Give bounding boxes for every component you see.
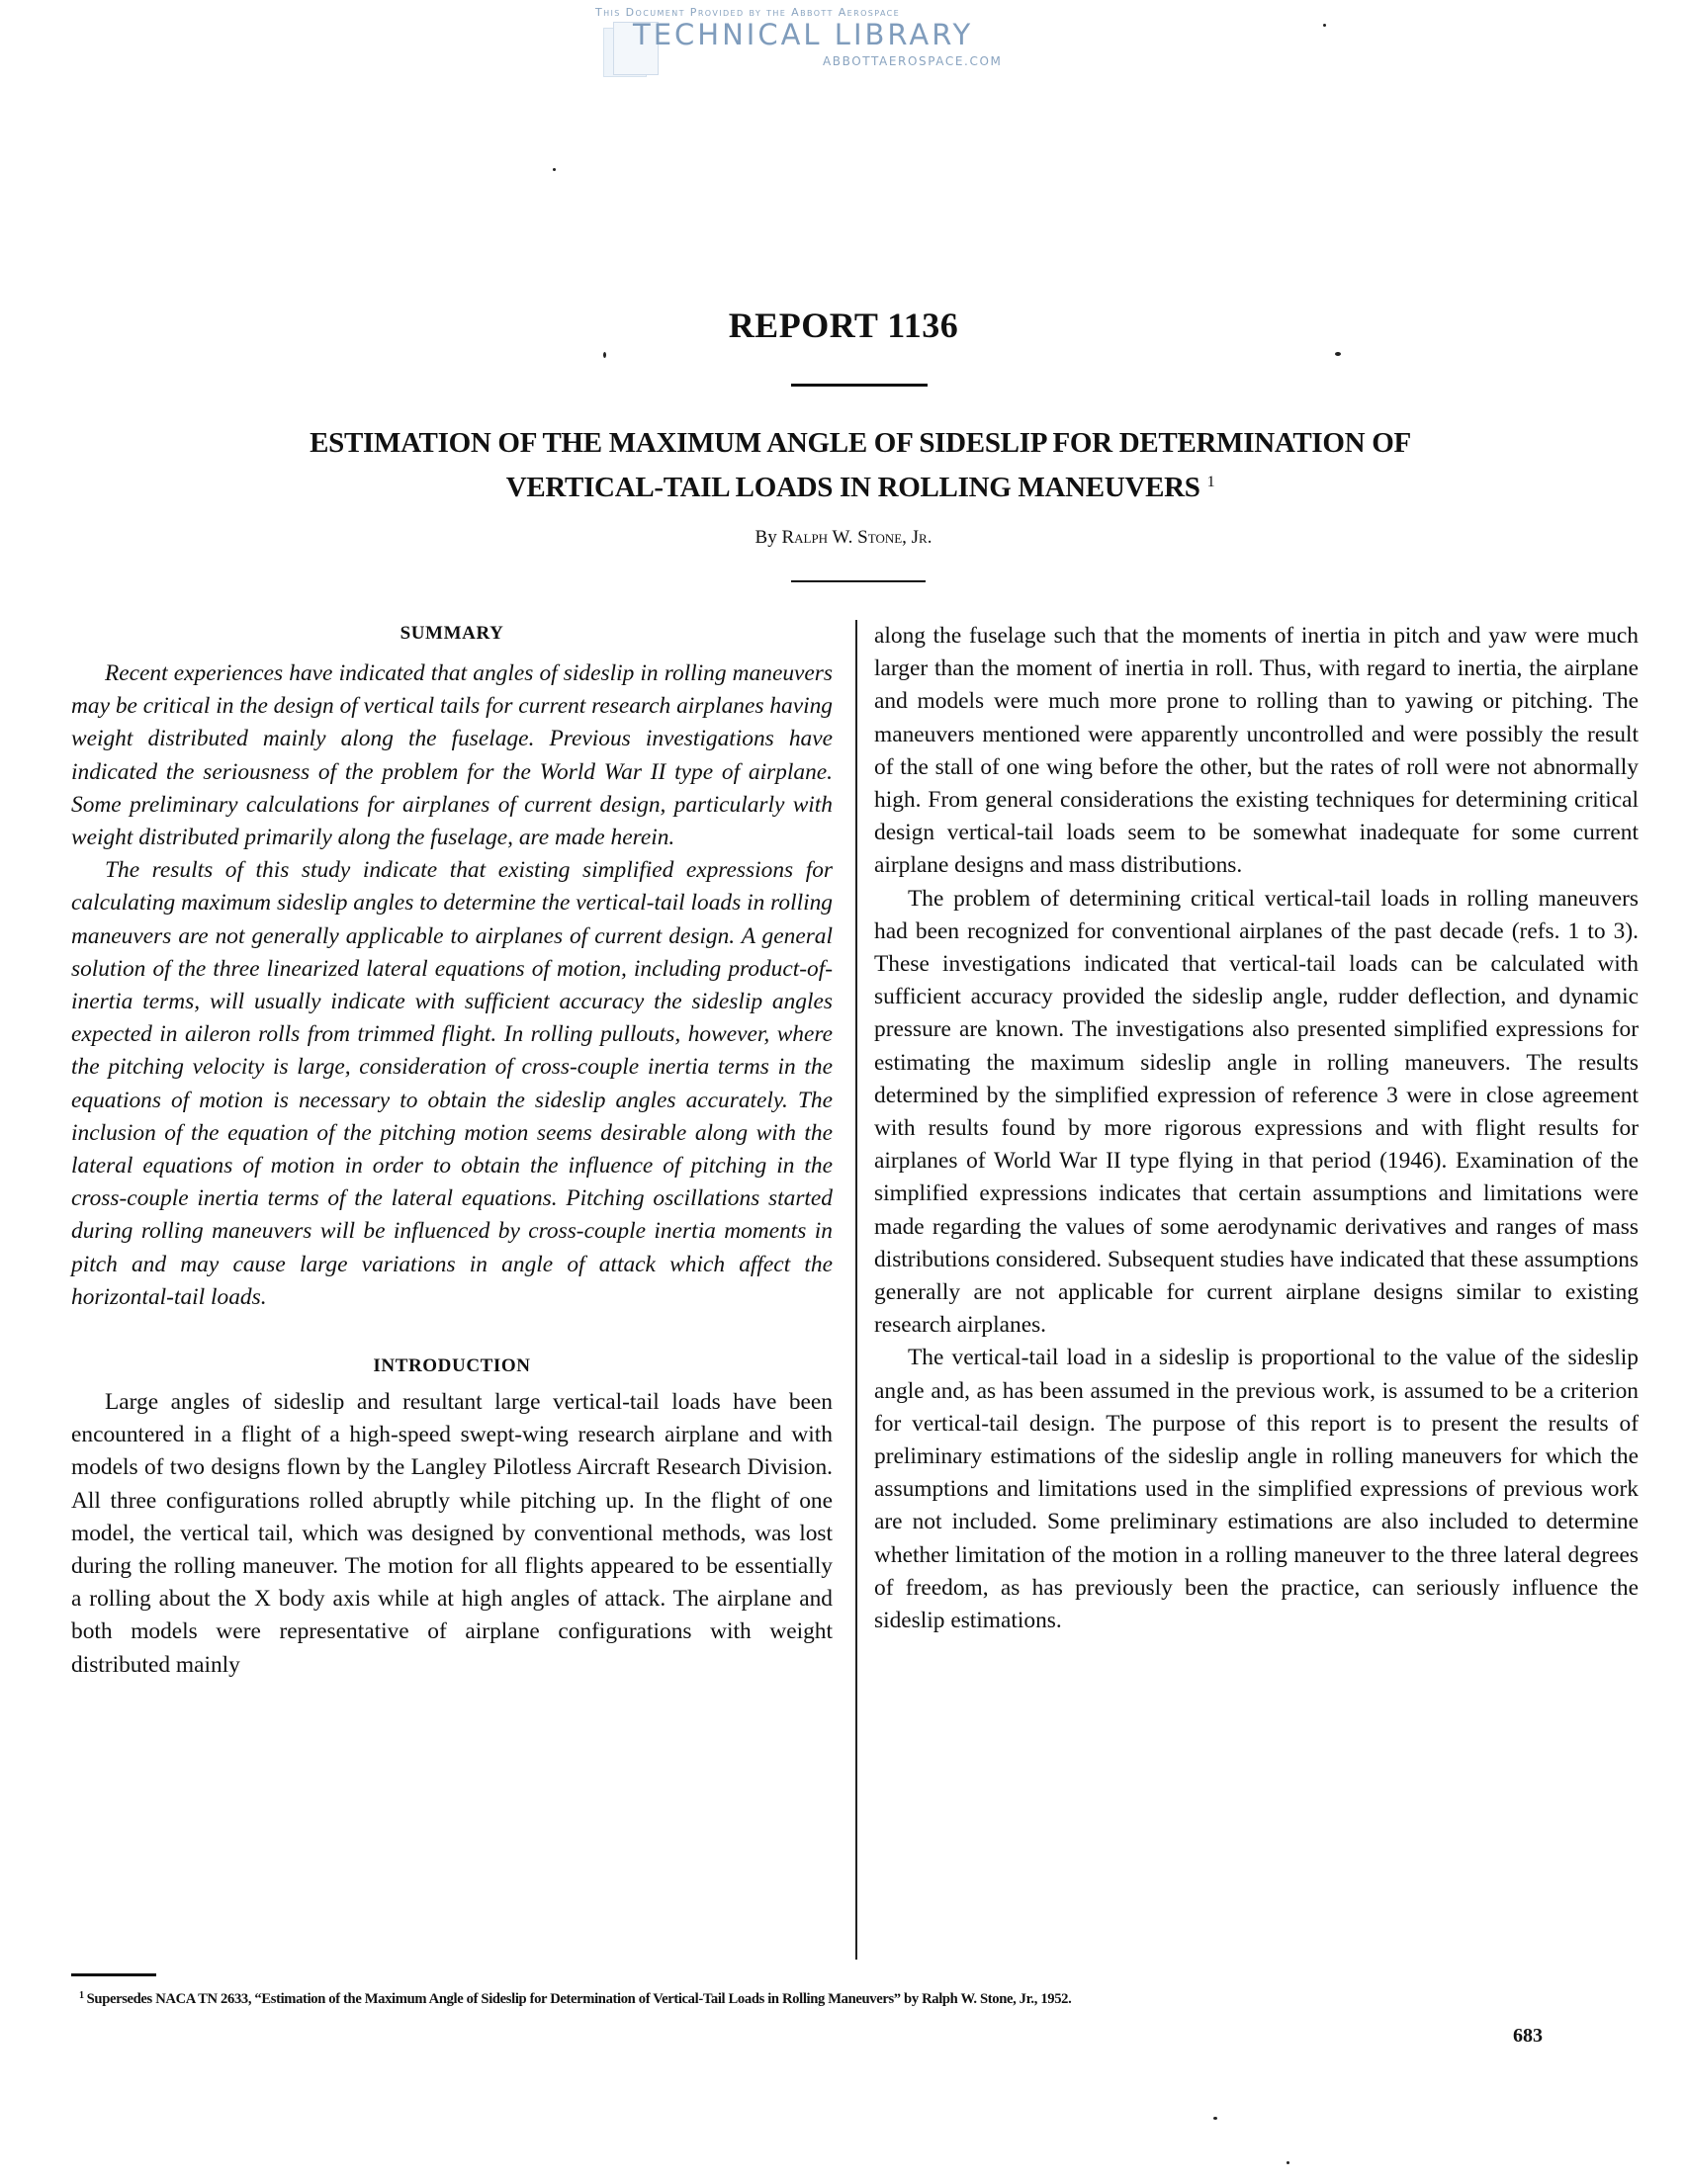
title-line-1: ESTIMATION OF THE MAXIMUM ANGLE OF SIDESLIP FOR DETERMINATION OF	[310, 427, 1411, 459]
footnote-marker: 1	[79, 1990, 84, 2001]
scan-speck	[1335, 352, 1341, 356]
byline-prefix: By	[755, 527, 777, 548]
header-divider	[791, 384, 928, 387]
introduction-paragraph-2: The problem of determining critical vertical-tail loads in rolling maneuvers had been recognized for conventional airplanes of the past decade (refs. 1 to 3). These investigations indicated that vertical-tail loads can be calculated with sufficient accuracy provided the sideslip angle, rudder deflection, and dynamic pressure are known. The investigations also presented simplified expressions for estimating the maximum sideslip angle in rolling maneuvers. The results determined by the simplified expression of reference 3 were in close agreement with results found by more rigorous expressions and with flight results for airplanes of World War II type flying in that period (1946). Examination of the simplified expressions indicates that certain assumptions and limitations were made regarding the values of some aerodynamic derivatives and ranges of mass distributions considered. Subsequent studies have indicated that these assumptions generally are not applicable for current airplane designs similar to existing research airplanes.	[874, 885, 1639, 1339]
scan-speck	[553, 168, 556, 171]
right-column	[874, 620, 1639, 1637]
title-line-2: VERTICAL-TAIL LOADS IN ROLLING MANEUVERS	[505, 472, 1200, 503]
page-number: 683	[1513, 2025, 1543, 2047]
introduction-paragraph-3: The vertical-tail load in a sideslip is proportional to the value of the sideslip angle and, as has been assumed in the previous work, is assumed to be a criterion for vertical-tail design. The purpose of this report is to present the results of preliminary estimations of the sideslip angle in rolling maneuvers for which the assumptions and limitations used in the simplified expressions of previous work are not included. Some preliminary estimations are also included to determine whether limitation of the motion in a rolling maneuver to the three lateral degrees of freedom, as has previously been the practice, can seriously influence the sideslip estimations.	[874, 1345, 1639, 1634]
introduction-paragraph-1-continued: along the fuselage such that the moments of inertia in pitch and yaw were much larger than the moment of inertia in roll. Thus, with regard to inertia, the airplane and models were much more prone to rolling than to yawing or pitching. The maneuvers mentioned were apparently uncontrolled and were possibly the result of the stall of one wing before the other, but the rates of roll were not abnormally high. From general considerations the existing techniques for determining critical design vertical-tail loads seem to be somewhat inadequate for some current airplane designs and mass distributions.	[874, 623, 1639, 879]
footnote	[79, 1990, 1071, 2008]
watermark-banner	[593, 4, 1068, 73]
summary-paragraph-2: The results of this study indicate that existing simplified expressions for calculating maximum sideslip angles to determine the vertical-tail loads in rolling maneuvers are not generally applicable to airplanes of current design. A general solution of the three linearized lateral equations of motion, including product-of-inertia terms, will usually indicate with sufficient accuracy the sideslip angles expected in aileron rolls from trimmed flight. In rolling pullouts, however, where the pitching velocity is large, consideration of cross-couple inertia terms in the equations of motion is necessary to obtain the sideslip angles accurately. The inclusion of the equation of the pitching motion seems desirable along with the lateral equations of motion in order to obtain the influence of pitching in the cross-couple inertia terms of the lateral equations. Pitching oscillations started during rolling maneuvers will be influenced by cross-couple inertia moments in pitch and may cause large variations in angle of attack which affect the horizontal-tail loads.	[71, 857, 833, 1310]
introduction-paragraph-1: Large angles of sideslip and resultant large vertical-tail loads have been encountered in a flight of a high-speed swept-wing research airplane and with models of two designs flown by the Langley Pilotless Aircraft Research Division. All three configurations rolled abruptly while pitching up. In the flight of one model, the vertical tail, which was designed by conventional methods, was lost during the rolling maneuver. The motion for all flights appeared to be essentially a rolling about the X body axis while at high angles of attack. The airplane and both models were representative of airplane configurations with weight distributed mainly	[71, 1389, 833, 1678]
byline-divider	[791, 580, 926, 582]
left-column	[71, 613, 833, 1682]
author-name: Ralph W. Stone, Jr.	[781, 527, 932, 548]
title-footnote-marker[interactable]: 1	[1206, 474, 1215, 490]
byline	[0, 527, 1687, 549]
scan-speck	[1323, 24, 1326, 27]
scan-speck	[603, 352, 606, 358]
footnote-text: Supersedes NACA TN 2633, “Estimation of the Maximum Angle of Sideslip for Determination of Vertical-Tail Loads in Rolling Maneuvers” by Ralph W. Stone, Jr., 1952.	[86, 1991, 1072, 2007]
paper-title	[178, 423, 1543, 507]
report-number: REPORT 1136	[728, 306, 959, 345]
watermark-website: ABBOTTAEROSPACE.COM	[823, 54, 1003, 68]
column-divider	[855, 620, 857, 1960]
scan-speck	[1213, 2117, 1217, 2120]
watermark-library-title: TECHNICAL LIBRARY	[633, 18, 974, 51]
summary-paragraph-1: Recent experiences have indicated that angles of sideslip in rolling maneuvers may be critical in the design of vertical tails for current research airplanes having weight distributed mainly along the fuselage. Previous investigations have indicated the seriousness of the problem for the World War II type of airplane. Some preliminary calculations for airplanes of current design, particularly with weight distributed primarily along the fuselage, are made herein.	[71, 660, 833, 851]
footnote-divider	[71, 1973, 156, 1976]
watermark-provider-text: This Document Provided by the Abbott Aerospace	[595, 6, 901, 19]
introduction-heading: INTRODUCTION	[373, 1355, 531, 1377]
summary-heading: SUMMARY	[400, 623, 504, 644]
scan-speck	[1287, 2161, 1289, 2164]
